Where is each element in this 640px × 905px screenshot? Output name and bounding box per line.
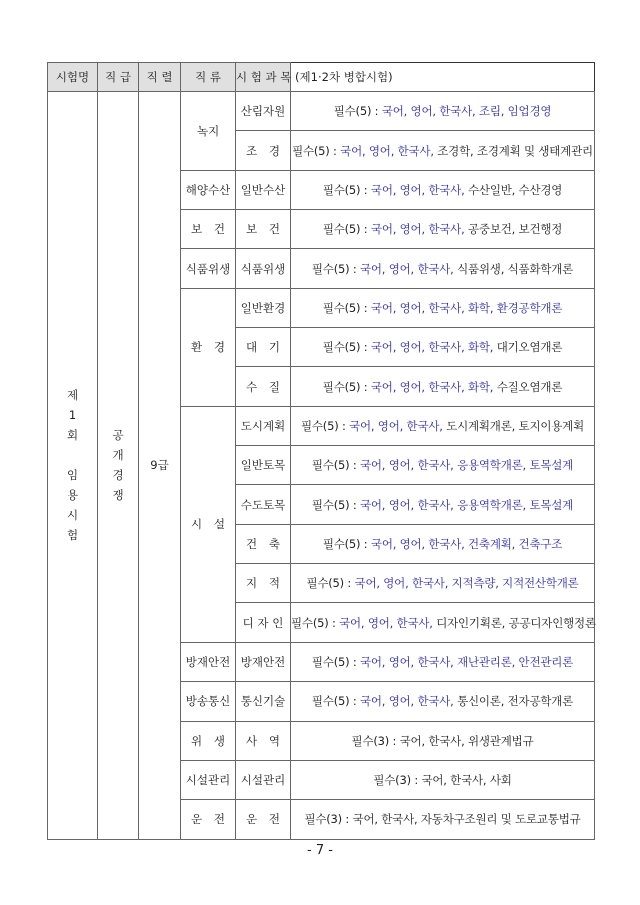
- subjects-cell: [291, 760, 595, 799]
- required-label: 필수(3) :: [304, 812, 353, 827]
- category-cell: 산림자원: [236, 92, 291, 131]
- exam-name-char: 제: [66, 388, 79, 403]
- series-cell: 방재안전: [181, 642, 236, 681]
- required-label: 필수(5) :: [311, 694, 360, 709]
- subjects-rest: 조경학, 조경계획 및 생태계관리: [433, 143, 593, 158]
- subjects-text: 국어, 영어, 한국사, 재난관리론, 안전관리론: [359, 654, 574, 669]
- subjects-text: 국어, 영어, 한국사,: [349, 418, 443, 433]
- category-cell: [236, 800, 291, 839]
- required-label: 필수(5) :: [311, 654, 360, 669]
- subjects-rest: 통신이론, 전자공학개론: [453, 694, 574, 709]
- table-row: [48, 92, 595, 131]
- subjects-cell: [291, 682, 595, 721]
- subjects-rest: 디자인기획론, 공공디자인행정론: [432, 615, 596, 630]
- subjects-text: 국어, 영어, 한국사, 응용역학개론, 토목설계: [359, 458, 574, 473]
- category-cell: 일반수산: [236, 170, 291, 209]
- exam-name-char: 험: [66, 528, 79, 543]
- exam-name-char: 임: [66, 468, 79, 483]
- subjects-rest: 도시계획개론, 토지이용계획: [442, 418, 584, 433]
- subjects-cell: [291, 406, 595, 445]
- required-label: 필수(5) :: [322, 182, 371, 197]
- header-row: [48, 63, 595, 92]
- subjects-rest: 수질오염개론: [493, 379, 563, 394]
- subjects-cell: [291, 367, 595, 406]
- subjects-cell: [291, 92, 595, 131]
- category-cell: [236, 564, 291, 603]
- recruit-type-cell: [98, 92, 139, 840]
- required-label: 필수(5) :: [322, 222, 371, 237]
- header-recruit: [98, 63, 139, 92]
- subjects-text: 국어, 영어, 한국사, 응용역학개론, 토목설계: [359, 497, 574, 512]
- subjects-rest: 공중보건, 보건행정: [464, 222, 563, 237]
- recruit-type-char: 개: [112, 448, 124, 463]
- header-series: 직 렬: [139, 63, 181, 92]
- subjects-text: 국어, 영어, 한국사,: [339, 615, 433, 630]
- series-cell: 시설관리: [181, 760, 236, 799]
- exam-subjects-table: [47, 62, 595, 840]
- category-label: 운 전: [246, 812, 280, 827]
- category-cell: 수도토목: [236, 485, 291, 524]
- subjects-cell: [291, 288, 595, 327]
- series-cell: [181, 288, 236, 406]
- subjects-text: 국어, 영어, 한국사, 조림, 임업경영: [381, 104, 552, 119]
- category-label: 사 역: [246, 733, 280, 748]
- subjects-cell: [291, 485, 595, 524]
- category-label: 수 질: [246, 379, 280, 394]
- required-label: 필수(5) :: [322, 379, 371, 394]
- subjects-rest: 국어, 한국사, 위생관계법규: [399, 733, 534, 748]
- subjects-text: 국어, 영어, 한국사, 화학,: [370, 340, 494, 355]
- required-label: 필수(3) :: [351, 733, 400, 748]
- required-label: 필수(5) :: [311, 497, 360, 512]
- subjects-text: 국어, 영어, 한국사,: [340, 143, 434, 158]
- subjects-cell: [291, 564, 595, 603]
- required-label: 필수(5) :: [291, 615, 340, 630]
- required-label: 필수(3) :: [373, 773, 422, 788]
- recruit-type-char: 공: [112, 428, 124, 443]
- series-cell: [181, 210, 236, 249]
- category-label: 건 축: [246, 536, 280, 551]
- subjects-rest: 대기오염개론: [493, 340, 563, 355]
- category-cell: 시설관리: [236, 760, 291, 799]
- subjects-text: 국어, 영어, 한국사,: [359, 694, 454, 709]
- category-label: 보 건: [246, 222, 280, 237]
- recruit-type-char: 쟁: [112, 488, 124, 503]
- series-cell: 해양수산: [181, 170, 236, 209]
- subjects-text: 국어, 영어, 한국사, 건축계획, 건축구조: [370, 536, 563, 551]
- required-label: 필수(5) :: [306, 576, 355, 591]
- series-label: 보 건: [191, 222, 225, 237]
- subjects-text: 국어, 영어, 한국사, 화학,: [370, 379, 494, 394]
- header-grade-label: 직 급: [105, 70, 131, 84]
- category-cell: 일반토목: [236, 446, 291, 485]
- category-label: 조 경: [246, 143, 280, 158]
- required-label: 필수(5) :: [322, 340, 371, 355]
- subjects-cell: [291, 721, 595, 760]
- exam-name-char: 시: [66, 508, 79, 523]
- required-label: 필수(5) :: [333, 104, 382, 119]
- grade-cell: 9급: [139, 92, 181, 840]
- series-cell: [181, 92, 236, 171]
- subjects-text: 국어, 영어, 한국사, 화학, 환경공학개론: [370, 300, 563, 315]
- recruit-type-char: 경: [112, 468, 124, 483]
- required-label: 필수(5) :: [322, 536, 371, 551]
- category-label: 지 적: [246, 576, 280, 591]
- series-cell: [181, 800, 236, 839]
- subjects-cell: [291, 328, 595, 367]
- subjects-text: 국어, 영어, 한국사, 지적측량, 지적전산학개론: [354, 576, 579, 591]
- category-cell: [236, 524, 291, 563]
- page-number: - 7 -: [307, 843, 333, 858]
- subjects-text: 국어, 영어, 한국사,: [359, 261, 454, 276]
- subjects-rest: 수산일반, 수산경영: [464, 182, 563, 197]
- category-cell: 식품위생: [236, 249, 291, 288]
- category-cell: [236, 367, 291, 406]
- subjects-rest: 국어, 한국사, 사회: [421, 773, 512, 788]
- subjects-text: 국어, 영어, 한국사,: [370, 222, 465, 237]
- series-label: 환 경: [191, 340, 225, 355]
- series-label: 시 설: [191, 517, 225, 532]
- required-label: 필수(5) :: [300, 418, 350, 433]
- series-cell: 식품위생: [181, 249, 236, 288]
- subjects-rest: 식품위생, 식품화학개론: [453, 261, 574, 276]
- subjects-cell: [291, 603, 595, 642]
- series-green: 녹 지: [197, 123, 220, 138]
- category-cell: [236, 721, 291, 760]
- category-cell: 도시계획: [236, 406, 291, 445]
- required-label: 필수(5) :: [292, 143, 341, 158]
- category-cell: 디 자 인: [236, 603, 291, 642]
- exam-name-char: 용: [66, 488, 79, 503]
- subjects-text: 국어, 영어, 한국사,: [370, 182, 465, 197]
- subjects-cell: [291, 170, 595, 209]
- subjects-cell: [291, 249, 595, 288]
- series-cell: [181, 406, 236, 642]
- required-label: 필수(5) :: [311, 261, 360, 276]
- series-label: 운 전: [191, 812, 225, 827]
- header-category: 직 류: [181, 63, 236, 92]
- subjects-cell: [291, 524, 595, 563]
- required-label: 필수(5) :: [322, 300, 371, 315]
- header-exam: 시험명: [48, 63, 98, 92]
- subjects-cell: [291, 800, 595, 839]
- header-subjects: 시 험 과 목 (제1·2차 병합시험): [236, 63, 291, 92]
- category-cell: 일반환경: [236, 288, 291, 327]
- exam-name-cell: [48, 92, 98, 840]
- series-cell: 방송통신: [181, 682, 236, 721]
- series-cell: [181, 721, 236, 760]
- category-cell: [236, 328, 291, 367]
- subjects-cell: [291, 210, 595, 249]
- required-label: 필수(5) :: [311, 458, 360, 473]
- series-label: 위 생: [191, 733, 225, 748]
- category-cell: 방재안전: [236, 642, 291, 681]
- subjects-cell: [291, 642, 595, 681]
- category-cell: [236, 131, 291, 170]
- category-cell: [236, 210, 291, 249]
- subjects-cell: [291, 446, 595, 485]
- subjects-cell: [291, 131, 595, 170]
- exam-name-char: 회: [66, 428, 79, 443]
- category-cell: 통신기술: [236, 682, 291, 721]
- subjects-rest: 국어, 한국사, 자동차구조원리 및 도로교통법규: [352, 812, 581, 827]
- category-label: 대 기: [246, 340, 280, 355]
- exam-name-char: 1: [68, 408, 77, 423]
- exam-name-gap: [48, 445, 97, 465]
